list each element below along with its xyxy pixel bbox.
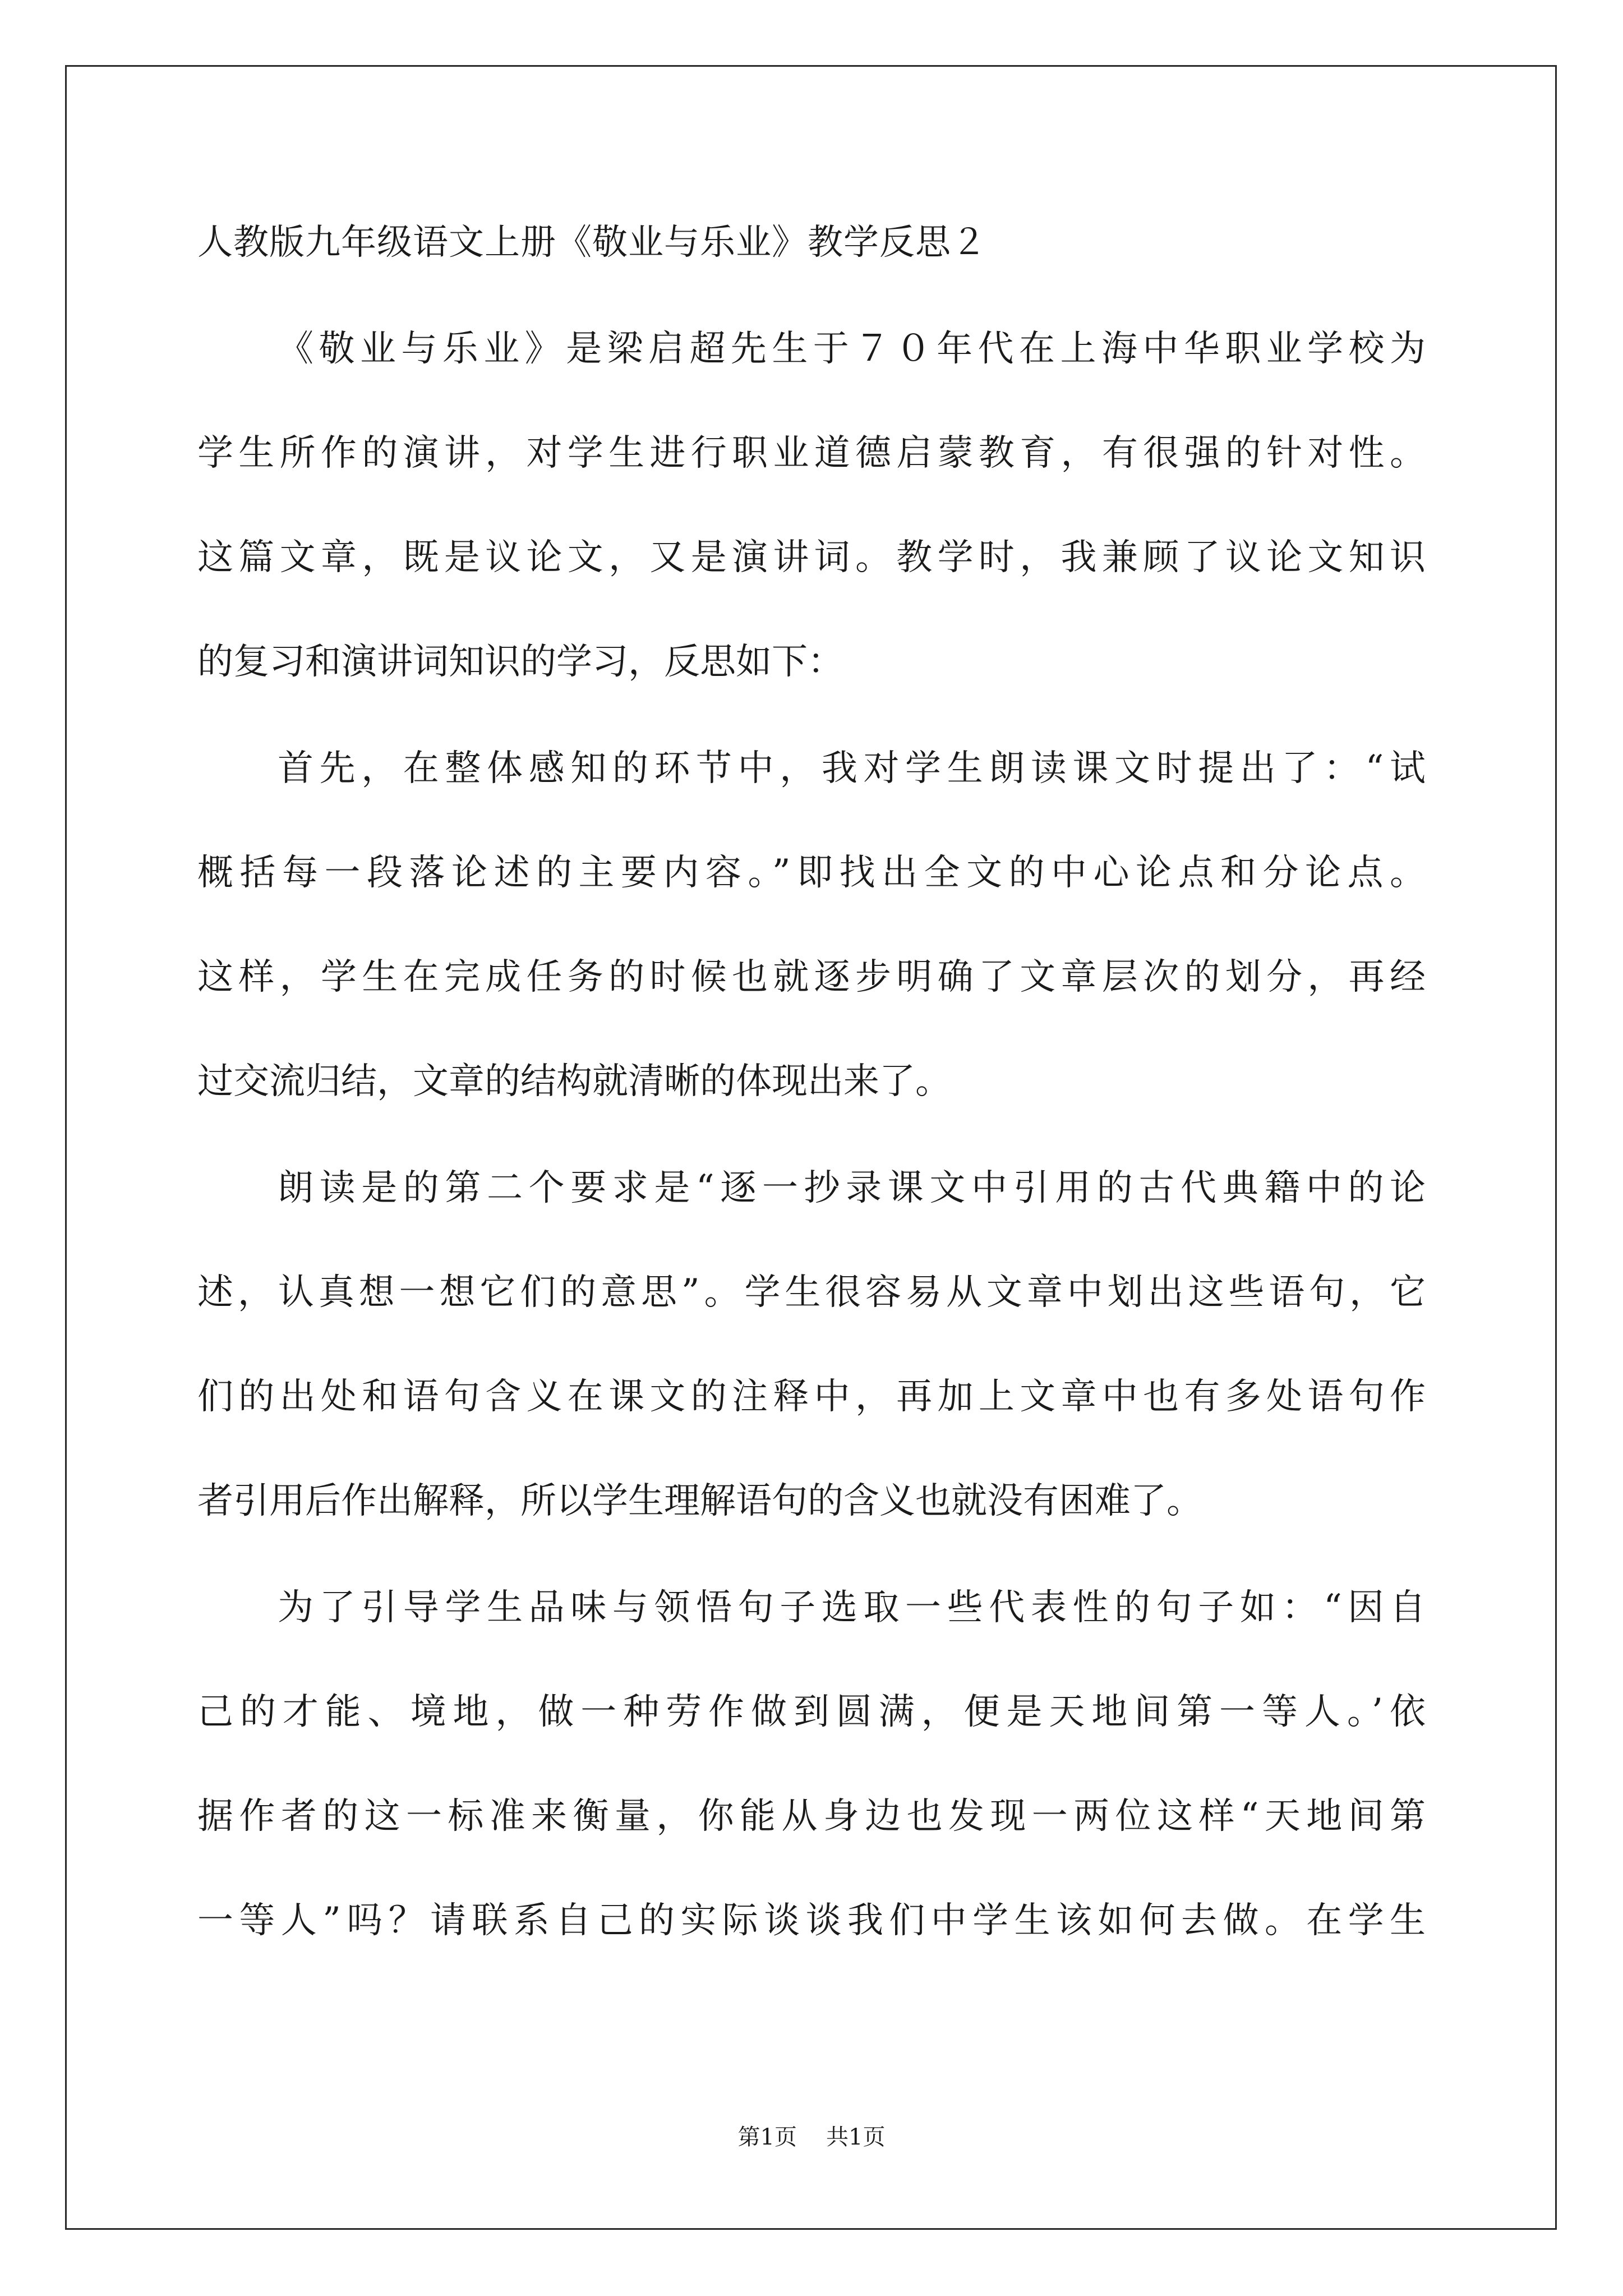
document-title: 人教版九年级语文上册《敬业与乐业》教学反思２ [197, 222, 987, 263]
paragraph-line: 这篇文章，既是议论文，又是演讲词。教学时，我兼顾了议论文知识 [197, 537, 1426, 578]
paragraph-line: 为了引导学生品味与领悟句子选取一些代表性的句子如：“因自 [278, 1587, 1426, 1628]
paragraph-line: 《敬业与乐业》是梁启超先生于７０年代在上海中华职业学校为 [278, 328, 1426, 370]
paragraph-line: 者引用后作出解释，所以学生理解语句的含义也就没有困难了。 [197, 1480, 1202, 1522]
paragraph-line: 朗读是的第二个要求是“逐一抄录课文中引用的古代典籍中的论 [278, 1167, 1426, 1209]
paragraph-2 [197, 742, 1426, 1108]
paragraph-line: 己的才能、境地，做一种劳作做到圆满，便是天地间第一等人。’依 [197, 1691, 1426, 1733]
paragraph-line: 的复习和演讲词知识的学习，反思如下： [197, 641, 843, 683]
page-number: 第1页 [737, 2124, 797, 2150]
paragraph-3 [197, 1162, 1426, 1527]
page-footer [0, 2123, 1623, 2152]
paragraph-line: 这样，学生在完成任务的时候也就逐步明确了文章层次的划分，再经 [197, 956, 1426, 998]
paragraph-1 [197, 323, 1426, 688]
paragraph-line: 首先，在整体感知的环节中，我对学生朗读课文时提出了：“试 [278, 748, 1426, 789]
document-body [197, 216, 1426, 1947]
paragraph-line: 学生所作的演讲，对学生进行职业道德启蒙教育，有很强的针对性。 [197, 432, 1426, 474]
paragraph-4 [197, 1581, 1426, 1947]
paragraph-line: 述，认真想一想它们的意思”。学生很容易从文章中划出这些语句，它 [197, 1272, 1426, 1313]
paragraph-line: 过交流归结，文章的结构就清晰的体现出来了。 [197, 1061, 951, 1102]
paragraph-line: 概括每一段落论述的主要内容。”即找出全文的中心论点和分论点。 [197, 852, 1426, 894]
paragraph-line: 一等人”吗？请联系自己的实际谈谈我们中学生该如何去做。在学生 [197, 1900, 1426, 1941]
paragraph-line: 据作者的这一标准来衡量，你能从身边也发现一两位这样“天地间第 [197, 1796, 1426, 1837]
paragraph-line: 们的出处和语句含义在课文的注释中，再加上文章中也有多处语句作 [197, 1376, 1426, 1418]
page-total: 共1页 [826, 2124, 886, 2150]
